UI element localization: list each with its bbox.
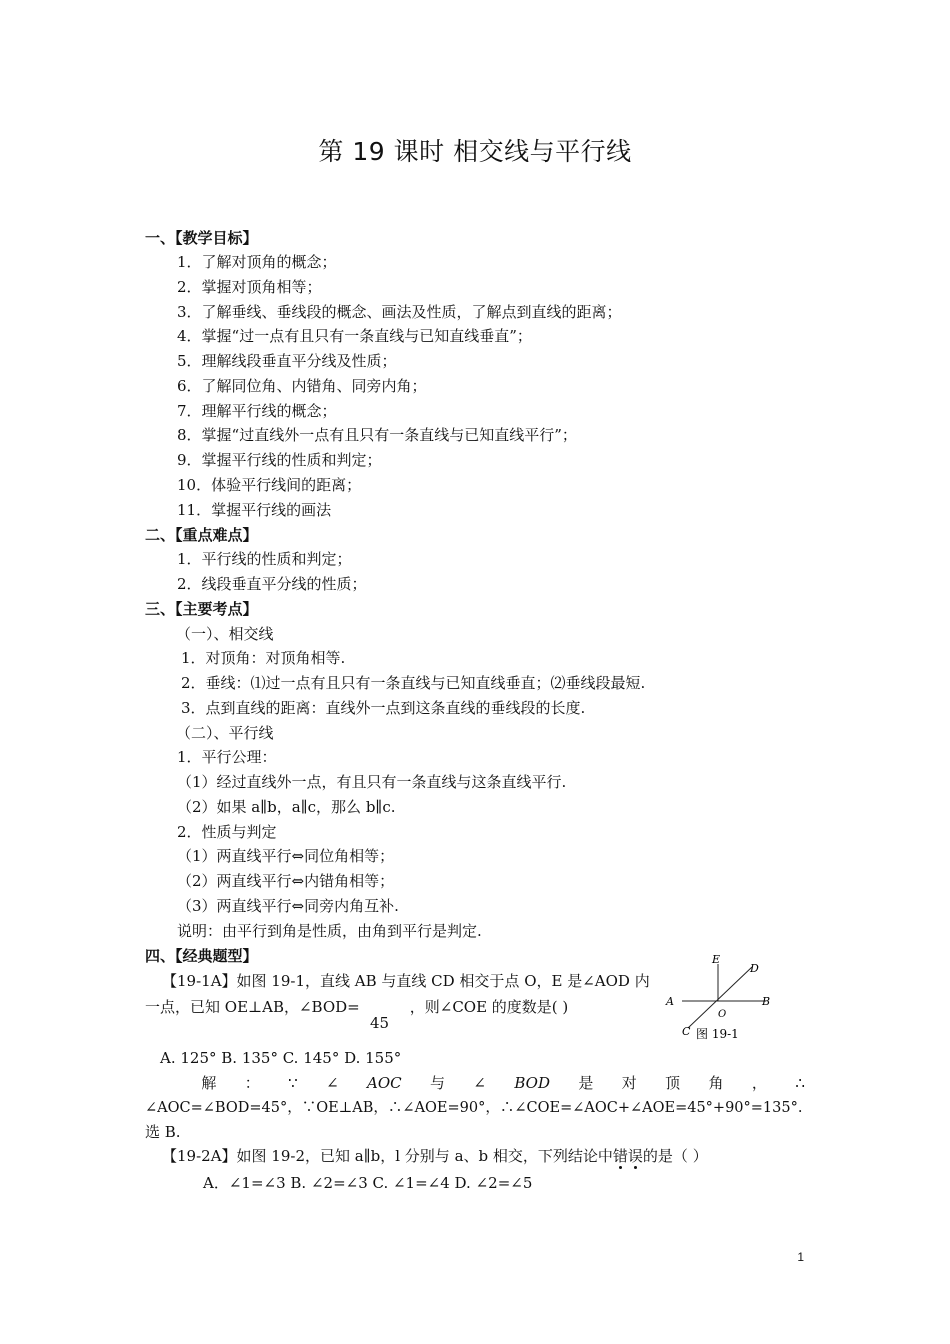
goal-item: 9．掌握平行线的性质和判定； [177,451,382,469]
problem-1-text [145,997,568,1017]
label-o: O [718,1009,727,1020]
goal-item: 11．掌握平行线的画法 [177,501,332,519]
section-heading-examples: 四、【经典题型】 [145,947,258,965]
point-item: （2）如果 a∥b，a∥c，那么 b∥c. [177,798,396,816]
solution-token: ， [751,1074,767,1092]
goal-item: 7．理解平行线的概念； [177,402,337,420]
goal-item: 8．掌握“过直线外一点有且只有一条直线与已知直线平行”； [177,426,577,444]
figure-19-1 [660,952,800,1044]
problem-1-text-a: 一点，已知 OE⊥AB，∠BOD= [145,998,360,1016]
solution-1-line [145,1073,805,1093]
section-heading-goals: 一、【教学目标】 [145,229,258,247]
point-item: 2．性质与判定 [177,823,277,841]
figure-caption: 图 19-1 [696,1027,739,1041]
solution-token: 对 [621,1074,637,1092]
goal-item: 4．掌握“过一点有且只有一条直线与已知直线垂直”； [177,327,532,345]
solution-token: ∠ [473,1074,486,1092]
key-item: 2．线段垂直平分线的性质； [177,575,367,593]
solution-token: AOC [367,1074,402,1092]
section-heading-keys: 二、【重点难点】 [145,526,258,544]
point-item: （2）两直线平行⇔内错角相等； [177,872,395,890]
problem-1-text-b: ，则∠COE 的度数是( ) [409,998,569,1016]
problem-2-choices: A．∠1=∠3 B. ∠2=∠3 C. ∠1=∠4 D. ∠2=∠5 [203,1174,533,1192]
solution-token: ∠ [326,1074,339,1092]
solution-token: ： [244,1074,260,1092]
label-e: E [712,953,721,966]
key-item: 1．平行线的性质和判定； [177,550,352,568]
solution-1-line: ∠AOC=∠BOD=45°，∵OE⊥AB，∴∠AOE=90°，∴∠COE=∠AOC+∠AOE=45°+90°=135°. [145,1100,803,1116]
label-b: B [762,995,771,1008]
problem-1-choices: A. 125° B. 135° C. 145° D. 155° [160,1049,402,1067]
page-number: 1 [797,1250,804,1264]
angle-value: 45 [370,1014,390,1032]
label-a: A [666,995,674,1008]
label-c: C [682,1025,691,1038]
solution-token: 顶 [665,1074,681,1092]
solution-token: 是 [578,1074,594,1092]
emphasized-char: 错 [613,1147,628,1165]
goal-item: 2．掌握对顶角相等； [177,278,322,296]
problem-2-text-b: 的是（ ） [642,1147,708,1165]
solution-token: ∵ [288,1074,298,1092]
goal-item: 6．了解同位角、内错角、同旁内角； [177,377,427,395]
page-title: 第 19 课时 相交线与平行线 [318,137,632,166]
solution-token: 与 [430,1074,446,1092]
point-item: （1）经过直线外一点，有且只有一条直线与这条直线平行. [177,773,567,791]
point-item: （3）两直线平行⇔同旁内角互补. [177,897,399,915]
goal-item: 10．体验平行线间的距离； [177,476,362,494]
point-item: 3．点到直线的距离：直线外一点到这条直线的垂线段的长度. [181,699,586,717]
subsection-heading-parallel: （二）、平行线 [176,724,274,742]
problem-2-text-a: 【19-2A】如图 19-2，已知 a∥b，l 分别与 a、b 相交，下列结论中 [162,1147,613,1165]
goal-item: 1．了解对顶角的概念； [177,253,337,271]
point-item: 说明：由平行到角是性质，由角到平行是判定. [177,922,482,940]
point-item: 2．垂线：⑴过一点有且只有一条直线与已知直线垂直；⑵垂线段最短. [181,674,646,692]
section-heading-points: 三、【主要考点】 [145,600,258,618]
problem-2-text [162,1146,708,1166]
subsection-heading-intersecting: （一）、相交线 [176,625,274,643]
label-d: D [750,962,759,975]
point-item: 1．对顶角：对顶角相等. [181,649,346,667]
problem-1-text: 【19-1A】如图 19-1，直线 AB 与直线 CD 相交于点 O，E 是∠AOD 内 [162,972,650,990]
emphasized-char: 误 [628,1147,643,1165]
goal-item: 5．理解线段垂直平分线及性质； [177,352,397,370]
solution-token: BOD [514,1074,550,1092]
goal-item: 3．了解垂线、垂线段的概念、画法及性质，了解点到直线的距离； [177,303,622,321]
solution-token: 解 [201,1074,217,1092]
solution-token: ∴ [795,1074,805,1092]
point-item: 1．平行公理： [177,748,277,766]
point-item: （1）两直线平行⇔同位角相等； [177,847,395,865]
solution-1-line: 选 B. [145,1123,181,1141]
solution-token: 角 [708,1074,724,1092]
